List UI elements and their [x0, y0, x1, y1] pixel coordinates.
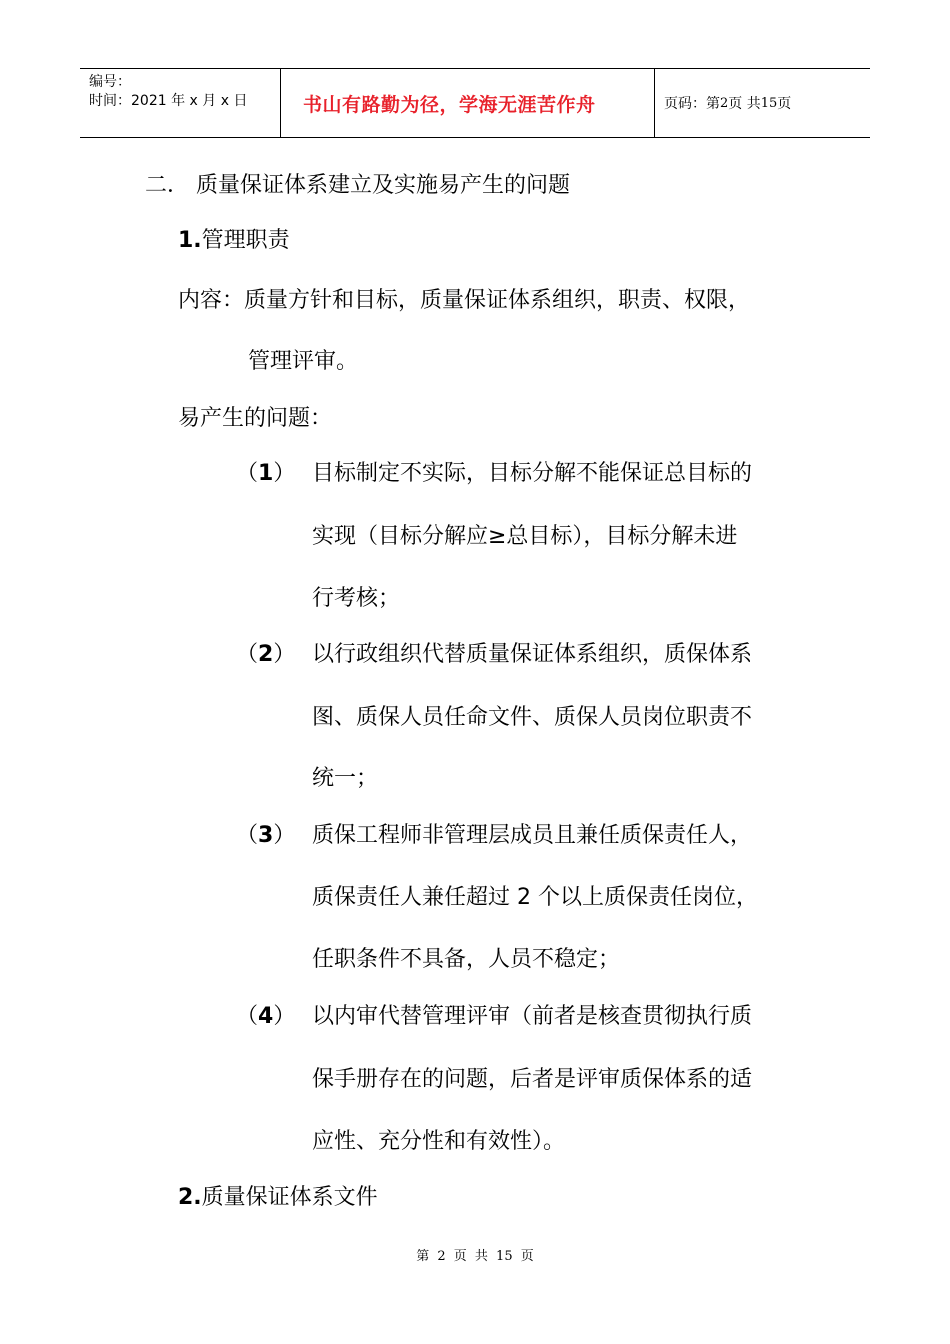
list-item-line: 以行政组织代替质量保证体系组织，质保体系 [312, 642, 753, 667]
header-motto-cell [281, 69, 655, 137]
page-info-suffix: 页 [777, 96, 792, 112]
document-header [80, 68, 870, 138]
document-number-label: 编号： [89, 74, 131, 90]
list-item-line: 保手册存在的问题，后者是评审质保体系的适 [312, 1067, 753, 1092]
list-item-line: 质保工程师非管理层成员且兼任质保责任人， [312, 823, 753, 848]
content-line-1: 内容：质量方针和目标，质量保证体系组织，职责、权限， [178, 288, 751, 313]
subsection-1-heading [178, 226, 290, 256]
subsection-1-title: 管理职责 [201, 228, 290, 253]
list-item-line: 质保责任人兼任超过 2 个以上质保责任岗位， [312, 885, 758, 910]
problems-label: 易产生的问题： [178, 406, 333, 431]
list-marker-2: （2） [236, 642, 296, 667]
list-marker-3: （3） [236, 823, 296, 848]
list-item-line: 以内审代替管理评审（前者是核查贯彻执行质 [312, 1004, 753, 1029]
list-item-line: 行考核； [312, 586, 401, 611]
page-footer: 第 2 页 共 15 页 [416, 1249, 534, 1264]
list-marker-1: （1） [236, 461, 296, 486]
page-total: 15 [760, 95, 778, 111]
list-item-line: 实现（目标分解应≥总目标），目标分解未进 [312, 524, 738, 549]
list-item-line: 统一； [312, 766, 379, 791]
header-page-cell [655, 69, 870, 137]
page-info-mid: 页 共 [728, 96, 761, 112]
content-line-2: 管理评审。 [248, 349, 359, 374]
subsection-2-title: 质量保证体系文件 [201, 1185, 378, 1210]
header-meta-cell [80, 69, 281, 137]
list-marker-4: （4） [236, 1004, 296, 1029]
header-motto: 书山有路勤为径，学海无涯苦作舟 [303, 93, 596, 116]
list-item-line: 图、质保人员任命文件、质保人员岗位职责不 [312, 705, 753, 730]
list-item-line: 应性、充分性和有效性）。 [312, 1129, 566, 1154]
section-title: 二． 质量保证体系建立及实施易产生的问题 [145, 173, 570, 198]
list-item-line: 任职条件不具备，人员不稳定； [312, 947, 621, 972]
subsection-2-heading [178, 1183, 378, 1213]
list-item-line: 目标制定不实际，目标分解不能保证总目标的 [312, 461, 753, 486]
subsection-1-number: 1. [178, 228, 202, 253]
document-time-label: 时间：2021 年 x 月 x 日 [89, 93, 248, 109]
page-current: 2 [720, 95, 729, 111]
page-info-prefix: 页码：第 [664, 96, 720, 112]
subsection-2-number: 2. [178, 1185, 202, 1210]
